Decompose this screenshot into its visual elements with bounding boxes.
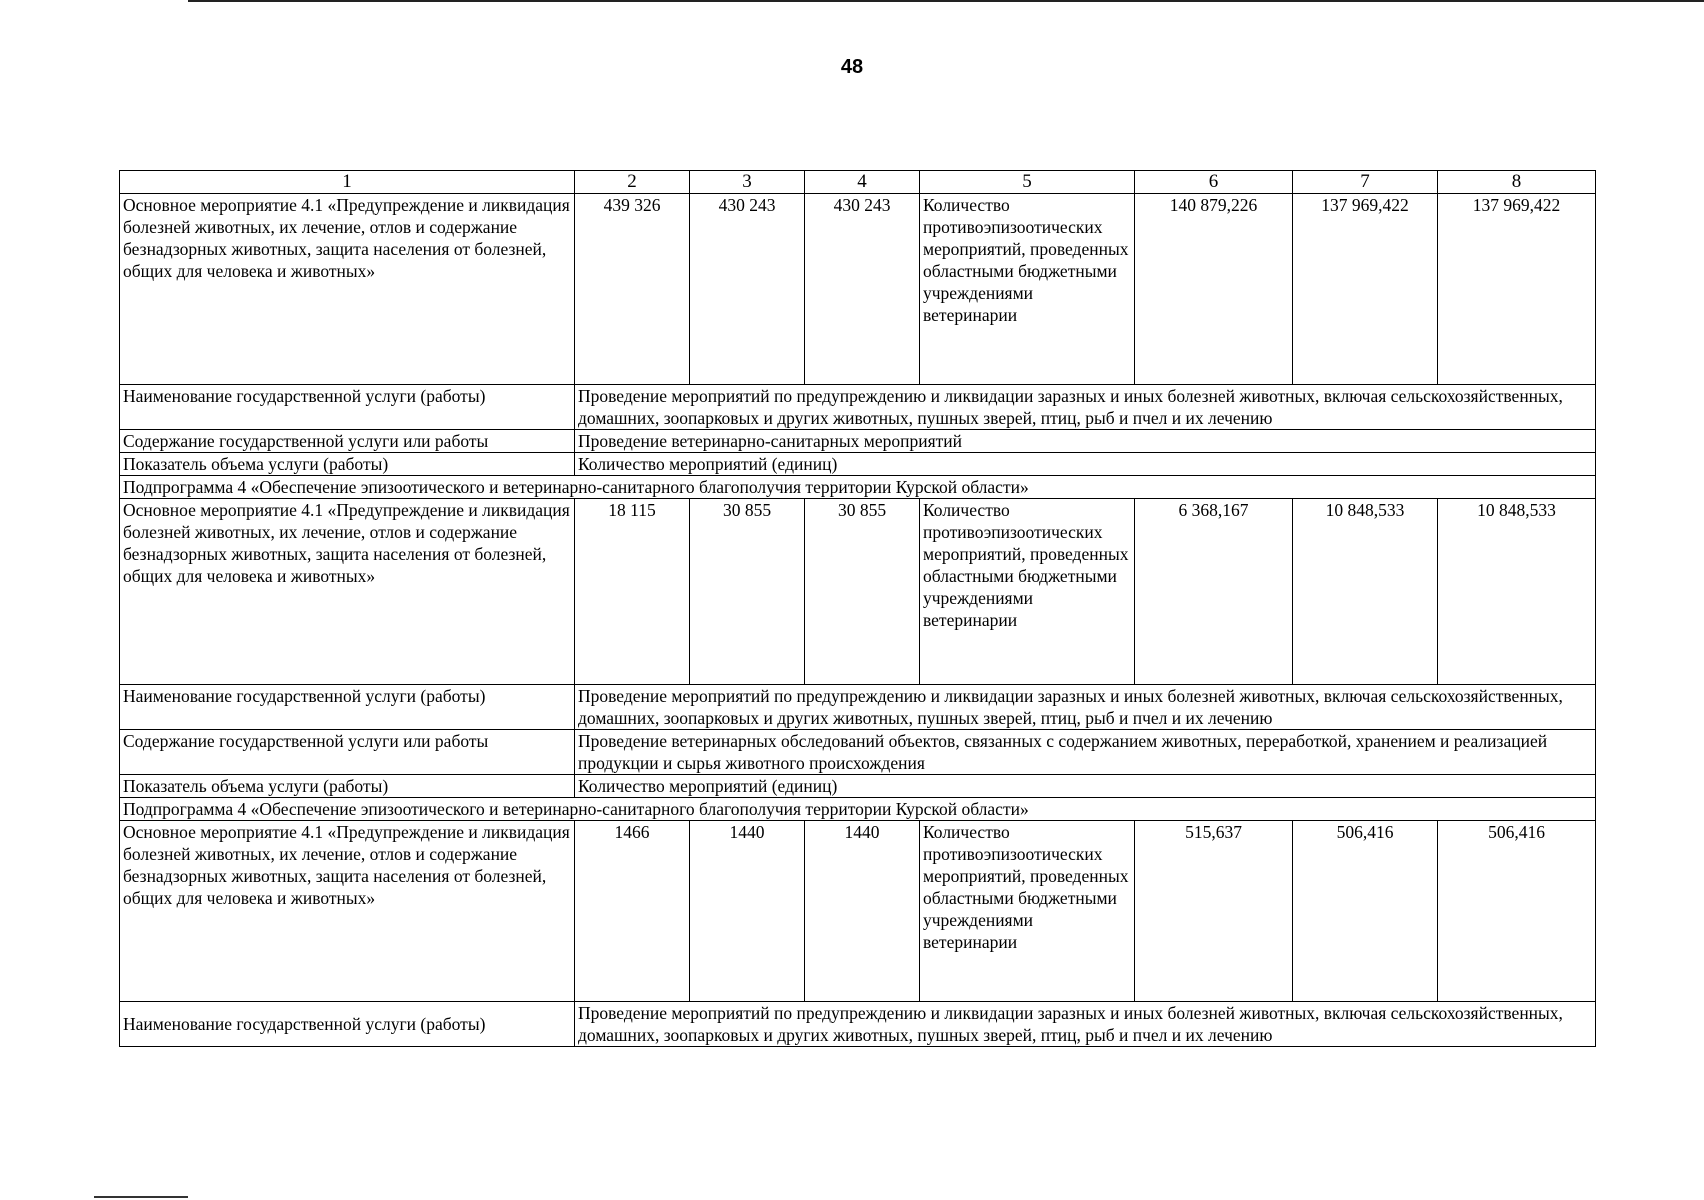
- value-col2: 1466: [575, 821, 690, 1002]
- footer-line: [94, 1196, 188, 1198]
- program-table: [119, 170, 1596, 1047]
- value-col4: 1440: [805, 821, 920, 1002]
- value-col7: 506,416: [1293, 821, 1438, 1002]
- event-name-cell: Основное мероприятие 4.1 «Предупреждение и ликвидация болезней животных, их лечение, отлов и содержание безнадзорных животных, защита населения от болезней, общих для человека и животных»: [120, 194, 575, 385]
- header-cell-5: 5: [920, 171, 1135, 194]
- header-cell-8: 8: [1438, 171, 1596, 194]
- service-name-label: Наименование государственной услуги (работы): [120, 1002, 575, 1047]
- service-name-row: [120, 1002, 1596, 1047]
- service-content-row: [120, 430, 1596, 453]
- volume-indicator-value: Количество мероприятий (единиц): [575, 775, 1596, 798]
- header-cell-6: 6: [1135, 171, 1293, 194]
- top-border-line: [188, 0, 1704, 2]
- value-col8: 506,416: [1438, 821, 1596, 1002]
- service-content-label: Содержание государственной услуги или работы: [120, 430, 575, 453]
- event-name-cell: Основное мероприятие 4.1 «Предупреждение и ликвидация болезней животных, их лечение, отлов и содержание безнадзорных животных, защита населения от болезней, общих для человека и животных»: [120, 499, 575, 685]
- value-col3: 30 855: [690, 499, 805, 685]
- event-row: [120, 194, 1596, 385]
- service-content-value: Проведение ветеринарно-санитарных мероприятий: [575, 430, 1596, 453]
- indicator-cell: Количество противоэпизоотических мероприятий, проведенных областными бюджетными учреждениями ветеринарии: [920, 194, 1135, 385]
- value-col8: 10 848,533: [1438, 499, 1596, 685]
- volume-indicator-value: Количество мероприятий (единиц): [575, 453, 1596, 476]
- service-name-value: Проведение мероприятий по предупреждению и ликвидации заразных и иных болезней животных, включая сельскохозяйственных, домашних, зоопарковых и других животных, пушных зверей, птиц, рыб и пчел и их лечению: [575, 1002, 1596, 1047]
- volume-indicator-label: Показатель объема услуги (работы): [120, 453, 575, 476]
- header-cell-1: 1: [120, 171, 575, 194]
- value-col4: 430 243: [805, 194, 920, 385]
- service-content-label: Содержание государственной услуги или работы: [120, 730, 575, 775]
- service-name-value: Проведение мероприятий по предупреждению и ликвидации заразных и иных болезней животных, включая сельскохозяйственных, домашних, зоопарковых и других животных, пушных зверей, птиц, рыб и пчел и их лечению: [575, 385, 1596, 430]
- service-content-value: Проведение ветеринарных обследований объектов, связанных с содержанием животных, переработкой, хранением и реализацией продукции и сырья животного происхождения: [575, 730, 1596, 775]
- service-content-row: [120, 730, 1596, 775]
- event-row: [120, 821, 1596, 1002]
- service-name-label: Наименование государственной услуги (работы): [120, 685, 575, 730]
- service-name-value: Проведение мероприятий по предупреждению и ликвидации заразных и иных болезней животных, включая сельскохозяйственных, домашних, зоопарковых и других животных, пушных зверей, птиц, рыб и пчел и их лечению: [575, 685, 1596, 730]
- service-name-row: [120, 385, 1596, 430]
- header-cell-3: 3: [690, 171, 805, 194]
- value-col6: 140 879,226: [1135, 194, 1293, 385]
- value-col2: 18 115: [575, 499, 690, 685]
- subprogram-row: [120, 476, 1596, 499]
- service-name-label: Наименование государственной услуги (работы): [120, 385, 575, 430]
- header-row: [120, 171, 1596, 194]
- subprogram-title: Подпрограмма 4 «Обеспечение эпизоотического и ветеринарно-санитарного благополучия территории Курской области»: [120, 476, 1596, 499]
- value-col3: 1440: [690, 821, 805, 1002]
- header-cell-2: 2: [575, 171, 690, 194]
- indicator-cell: Количество противоэпизоотических мероприятий, проведенных областными бюджетными учреждениями ветеринарии: [920, 821, 1135, 1002]
- value-col7: 10 848,533: [1293, 499, 1438, 685]
- header-cell-7: 7: [1293, 171, 1438, 194]
- value-col4: 30 855: [805, 499, 920, 685]
- service-name-row: [120, 685, 1596, 730]
- value-col7: 137 969,422: [1293, 194, 1438, 385]
- volume-indicator-row: [120, 453, 1596, 476]
- value-col2: 439 326: [575, 194, 690, 385]
- event-row: [120, 499, 1596, 685]
- value-col3: 430 243: [690, 194, 805, 385]
- volume-indicator-row: [120, 775, 1596, 798]
- page-number: 48: [840, 56, 864, 78]
- value-col8: 137 969,422: [1438, 194, 1596, 385]
- volume-indicator-label: Показатель объема услуги (работы): [120, 775, 575, 798]
- value-col6: 515,637: [1135, 821, 1293, 1002]
- header-cell-4: 4: [805, 171, 920, 194]
- indicator-cell: Количество противоэпизоотических мероприятий, проведенных областными бюджетными учреждениями ветеринарии: [920, 499, 1135, 685]
- event-name-cell: Основное мероприятие 4.1 «Предупреждение и ликвидация болезней животных, их лечение, отлов и содержание безнадзорных животных, защита населения от болезней, общих для человека и животных»: [120, 821, 575, 1002]
- subprogram-title: Подпрограмма 4 «Обеспечение эпизоотического и ветеринарно-санитарного благополучия территории Курской области»: [120, 798, 1596, 821]
- value-col6: 6 368,167: [1135, 499, 1293, 685]
- subprogram-row: [120, 798, 1596, 821]
